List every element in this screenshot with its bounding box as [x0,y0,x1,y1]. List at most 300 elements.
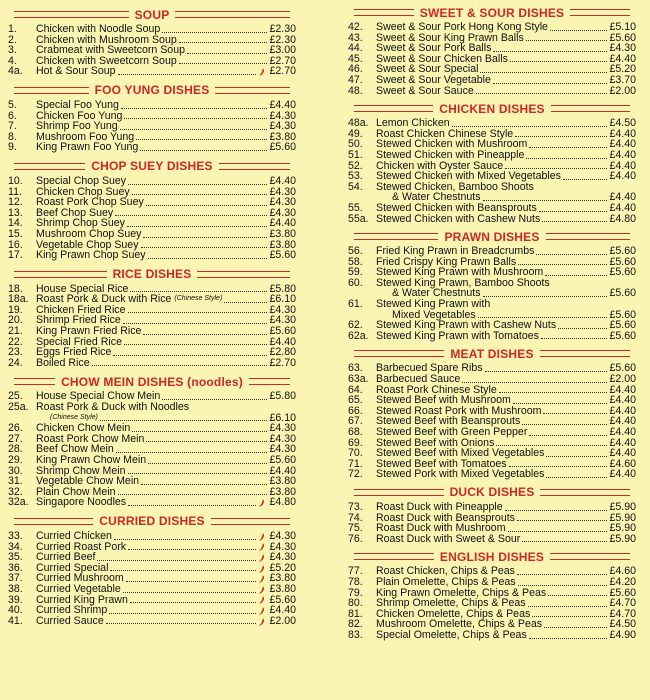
heading-rule-right [215,87,290,94]
dot-leader [116,452,268,453]
item-name: Sweet & Sour Pork Balls [376,42,492,55]
item-number: 43. [348,31,363,44]
item-name: Stewed Chicken with Mushroom [376,138,528,151]
dot-leader [541,338,608,339]
dot-leader [508,531,608,532]
dot-leader [522,541,607,542]
item-price: £3.80 [269,582,296,595]
item-price: £5.60 [609,329,636,342]
section-heading [348,5,636,20]
section-title: SOUP [134,7,170,22]
menu-item [348,577,636,588]
item-number: 25. [8,390,23,403]
item-number: 11. [8,185,22,198]
item-name: Crabmeat with Sweetcorn Soup [36,44,185,57]
item-price: £4.30 [269,529,296,542]
item-price: £2.80 [269,346,296,359]
section-title: RICE DISHES [112,267,192,282]
item-price: £4.40 [609,138,636,151]
dot-leader [162,32,267,33]
chili-icon [258,606,266,615]
menu-item [348,214,636,225]
section-english-dishes [348,549,636,640]
item-number: 10. [8,174,23,187]
item-name: Chicken Omelette, Chips & Peas [376,607,531,620]
item-name: Special Omelette, Chips & Peas [376,628,527,641]
heading-rule-left [14,518,93,525]
item-price: £4.40 [609,415,636,428]
item-number: 3. [8,44,17,57]
item-price: £4.40 [609,394,636,407]
item-number: 56. [348,245,363,258]
heading-rule-right [249,378,290,385]
item-name: King Prawn Chop Suey [36,249,146,262]
item-name: Chicken Chop Suey [36,185,130,198]
section-chicken-dishes [348,101,636,224]
item-name: Sweet & Sour Vegetable [376,73,491,86]
item-number: 54. [348,180,363,193]
item-name: Chicken Chow Mein [36,422,131,435]
item-number: 46. [348,63,363,76]
heading-rule-right [550,553,630,560]
dot-leader [148,258,268,259]
item-number: 81. [348,607,363,620]
dot-leader [118,74,257,75]
item-name: Stewed Chicken with Pineapple [376,148,525,161]
item-number: 33. [8,529,23,542]
item-price: £4.30 [269,540,296,553]
section-title: ENGLISH DISHES [439,549,545,564]
item-price: £6.10 [269,411,296,424]
dot-leader [143,334,267,335]
item-price: £4.40 [609,148,636,161]
dot-leader [542,221,607,222]
menu-item [8,616,296,627]
section-title: FOO YUNG DISHES [94,83,210,98]
item-name: Stewed Roast Pork with Mushroom [376,404,542,417]
item-price: £4.70 [609,597,636,610]
menu-item [8,100,296,111]
dot-leader [509,466,608,467]
item-number: 69. [348,436,363,449]
item-price: £6.10 [269,293,296,306]
dot-leader [518,585,608,586]
dot-leader [92,365,268,366]
item-name: Stewed Pork with Mixed Vegetables [376,468,545,481]
item-name: Stewed Beef with Mixed Vegetables [376,447,545,460]
dot-leader [543,413,607,414]
item-price: £5.60 [609,362,636,375]
section-title: MEAT DISHES [450,346,534,361]
item-price: £5.20 [609,63,636,76]
item-price: £5.20 [269,561,296,574]
section-title: DUCK DISHES [449,485,535,500]
dot-leader [114,539,257,540]
dot-leader [146,441,267,442]
item-price: £5.60 [269,454,296,466]
item-price: £4.30 [269,120,296,133]
item-price: £4.30 [269,196,296,209]
dot-leader [483,296,608,297]
item-name: & Water Chestnuts [392,287,481,300]
dot-leader [143,237,267,238]
menu-item [8,584,296,595]
item-price: £4.40 [269,604,296,617]
item-number: 55a. [348,212,369,225]
item-price: £4.40 [609,436,636,449]
item-number: 1. [8,23,17,35]
dot-leader [124,118,267,119]
item-number: 23. [8,346,23,359]
section-rice-dishes [8,267,296,369]
item-price: £4.40 [609,426,636,438]
dot-leader [532,616,607,617]
dot-leader [132,194,268,195]
item-name: Shrimp Chow Mein [36,464,126,477]
item-number: 22. [8,335,23,348]
item-price: £4.40 [269,335,296,348]
dot-leader [513,403,608,404]
item-price: £4.90 [609,628,636,641]
item-name: Barbecued Spare Ribs [376,362,483,375]
dot-leader [136,139,267,140]
item-list [348,502,636,544]
chili-icon [258,585,266,594]
item-name: Mushroom Omelette, Chips & Peas [376,618,543,631]
dot-leader [127,226,268,227]
item-number: 25a. [8,401,29,414]
item-number: 40. [8,604,23,617]
item-name: & Water Chestnuts [392,191,481,204]
item-number: 49. [348,127,363,140]
item-number: 77. [348,565,363,578]
menu-item [348,150,636,161]
item-number: 71. [348,457,363,470]
item-price: £4.30 [269,432,296,445]
dot-leader [113,355,267,356]
item-number: 19. [8,303,23,316]
item-list [8,176,296,261]
dot-leader [529,638,608,639]
dot-leader [115,215,267,216]
item-name: Roast Pork Chinese Style [376,383,497,396]
heading-rule-left [354,9,414,16]
item-number: 31. [8,475,23,488]
item-name: Sweet & Sour Chicken Balls [376,52,508,65]
item-price: £4.70 [609,607,636,620]
dot-leader [140,150,267,151]
item-price: £4.30 [269,443,296,456]
chili-icon [258,553,266,562]
item-number: 73. [348,500,363,513]
menu-item [348,331,636,342]
dot-leader [517,520,608,521]
item-price: £3.70 [609,73,636,86]
item-price: £4.40 [609,447,636,460]
item-number: 68. [348,426,363,438]
item-number: 63a. [348,373,369,386]
item-name: Stewed Chicken with Beansprouts [376,201,537,214]
section-title: CURRIED DISHES [99,514,205,529]
item-name: Curried King Prawn [36,593,128,606]
item-number: 18. [8,282,23,295]
item-price: £4.30 [269,422,296,435]
item-name: Roast Pork & Duck with Noodles [36,401,190,414]
item-name: Chicken Foo Yung [36,109,123,122]
item-number: 47. [348,73,363,86]
section-heading [8,267,296,282]
item-number: 34. [8,540,23,553]
item-name: Curried Mushroom [36,572,124,585]
item-name: Special Fried Rice [36,335,122,348]
item-price: £4.30 [269,109,296,122]
item-name: King Prawn Omelette, Chips & Peas [376,586,547,599]
item-price: £4.30 [269,551,296,564]
item-number: 29. [8,454,23,466]
item-name: Curried Vegetable [36,582,121,595]
item-number: 35. [8,551,23,564]
item-price: £5.60 [269,249,296,262]
dot-leader [483,200,608,201]
section-chow-mein-dishes-noodles [8,374,296,508]
item-price: £4.30 [269,303,296,316]
dot-leader [476,93,608,94]
item-price: £4.60 [609,565,636,578]
chili-icon [258,564,266,573]
heading-rule-right [219,163,290,170]
item-number: 79. [348,586,363,599]
dot-leader [462,382,607,383]
item-price: £2.00 [609,84,636,97]
section-curried-dishes [8,514,296,626]
item-list [348,22,636,96]
dot-leader [518,264,607,265]
item-name: Singapore Noodles [36,496,127,509]
item-price: £5.60 [609,245,636,258]
dot-leader [546,477,607,478]
item-name: Stewed Beef with Mushroom [376,394,511,407]
item-number: 66. [348,404,363,417]
section-title: CHOW MEIN DISHES (noodles) [61,374,243,389]
item-price: £4.40 [609,383,636,396]
dot-leader [97,560,256,561]
chili-icon [258,67,266,76]
menu-item [8,358,296,369]
section-heading [8,7,296,22]
section-title: PRAWN DISHES [444,229,540,244]
menu-item [8,531,296,542]
item-price: £3.80 [269,475,296,488]
menu-item [348,86,636,97]
dot-leader [499,392,608,393]
item-name: (Chinese Style) [50,413,98,421]
item-number: 4. [8,54,17,67]
item-number: 21. [8,325,23,338]
item-price: £4.40 [609,404,636,417]
item-name: Sweet & Sour King Prawn Balls [376,31,524,44]
item-name: House Special Rice [36,282,129,295]
item-number: 32. [8,485,23,498]
dot-leader [536,254,607,255]
item-name: Sweet & Sour Sauce [376,84,474,97]
section-title: CHOP SUEY DISHES [91,159,213,174]
item-name: Stewed Chicken with Cashew Nuts [376,212,541,225]
item-number: 60. [348,276,363,289]
heading-rule-left [14,163,85,170]
item-number: 14. [8,217,23,230]
section-heading [8,374,296,389]
dot-leader [545,275,607,276]
item-name: Sweet & Sour Special [376,63,479,76]
item-number: 62. [348,319,363,332]
item-name: Plain Omelette, Chips & Peas [376,575,516,588]
item-number: 50. [348,138,363,151]
item-list [348,566,636,640]
menu-item [8,229,296,240]
item-name: Mushroom Chop Suey [36,227,142,240]
item-list [8,531,296,626]
heading-rule-left [354,489,444,496]
item-price: £3.80 [269,227,296,240]
item-price: £4.50 [609,117,636,130]
section-heading [348,229,636,244]
menu-item [8,455,296,466]
heading-rule-right [551,105,630,112]
item-name: Sweet & Sour Pork Hong Kong Style [376,21,548,33]
dot-leader [493,51,607,52]
dot-leader [515,136,607,137]
chili-icon [258,617,266,626]
item-name: Chicken with Sweetcorn Soup [36,54,177,67]
item-number: 16. [8,238,23,251]
item-number: 63. [348,362,363,375]
item-number: 5. [8,98,17,111]
heading-rule-right [540,489,630,496]
item-name: Stewed King Prawn with Cashew Nuts [376,319,557,332]
item-number: 53. [348,170,363,183]
item-price: £4.40 [609,191,636,204]
item-price: £5.80 [269,282,296,295]
section-heading [8,83,296,98]
item-number: 36. [8,561,23,574]
item-number: 42. [348,21,363,33]
item-price: £4.80 [609,212,636,225]
item-number: 41. [8,614,23,627]
menu-item [8,497,296,508]
dot-leader [452,126,608,127]
item-price: £4.40 [269,174,296,187]
item-list [8,100,296,153]
item-name: Stewed Beef with Tomatoes [376,457,507,470]
item-price: £5.60 [609,287,636,300]
menu-item [348,203,636,214]
menu-item [8,142,296,153]
item-name: House Special Chow Mein [36,390,161,403]
heading-rule-right [197,271,290,278]
chili-icon [258,532,266,541]
dot-leader [146,205,268,206]
item-name: Hot & Sour Soup [36,65,116,78]
section-prawn-dishes [348,229,636,341]
dot-leader [179,63,268,64]
item-number: 76. [348,532,363,545]
dot-leader [539,211,608,212]
item-name: Roast Pork Chow Mein [36,432,145,445]
item-name: Chicken Fried Rice [36,303,126,316]
item-price: £5.60 [609,586,636,599]
dot-leader [505,510,608,511]
menu-item [8,176,296,187]
item-name: Fried King Prawn in Breadcrumbs [376,245,535,258]
item-number: 48a. [348,117,369,130]
menu-item [348,502,636,513]
item-price: £4.40 [269,464,296,477]
item-number: 75. [348,522,363,535]
item-number: 30. [8,464,23,477]
dot-leader [141,484,267,485]
item-number: 65. [348,394,363,407]
item-number: 39. [8,593,23,606]
dot-leader [517,574,608,575]
item-price: £3.80 [269,485,296,498]
dot-leader [522,424,607,425]
item-name: Stewed King Prawn, Bamboo Shoots [376,276,550,289]
item-price: £2.30 [269,33,296,46]
menu-left-column [8,0,296,628]
item-list [348,246,636,341]
item-name: King Prawn Fried Rice [36,325,142,338]
section-title: SWEET & SOUR DISHES [419,5,565,20]
dot-leader [118,494,268,495]
item-price: £5.90 [609,532,636,545]
item-name: Beef Chop Suey [36,206,114,219]
heading-rule-left [354,233,438,240]
item-name: Roast Pork Chop Suey [36,196,144,209]
section-foo-yung-dishes [8,83,296,153]
item-number: 12. [8,196,23,209]
item-name: Chicken with Noodle Soup [36,23,161,35]
item-number: 67. [348,415,363,428]
menu-item [348,75,636,86]
dot-leader [510,61,608,62]
chili-icon [258,542,266,551]
dot-leader [126,581,257,582]
item-price: £5.60 [269,593,296,606]
item-name: Chicken with Mushroom Soup [36,33,177,46]
menu-item [8,402,296,413]
item-number: 2. [8,33,17,46]
item-number: 58. [348,255,363,268]
item-name: Curried Special [36,561,109,574]
item-number: 24. [8,356,23,369]
item-number: 17. [8,249,23,262]
item-name: Shrimp Chop Suey [36,217,125,230]
item-price: £4.30 [269,314,296,327]
section-heading [348,549,636,564]
item-name: Roast Duck with Sweet & Sour [376,532,521,545]
item-name: Special Chop Suey [36,174,127,187]
item-number: 26. [8,422,23,435]
item-price: £4.40 [609,127,636,140]
item-price: £5.60 [269,325,296,338]
item-number: 59. [348,266,363,279]
dot-leader [529,435,607,436]
item-list [348,118,636,224]
item-price: £2.00 [269,614,296,627]
item-price: £3.80 [269,130,296,143]
section-chop-suey-dishes [8,159,296,261]
item-number: 27. [8,432,23,445]
